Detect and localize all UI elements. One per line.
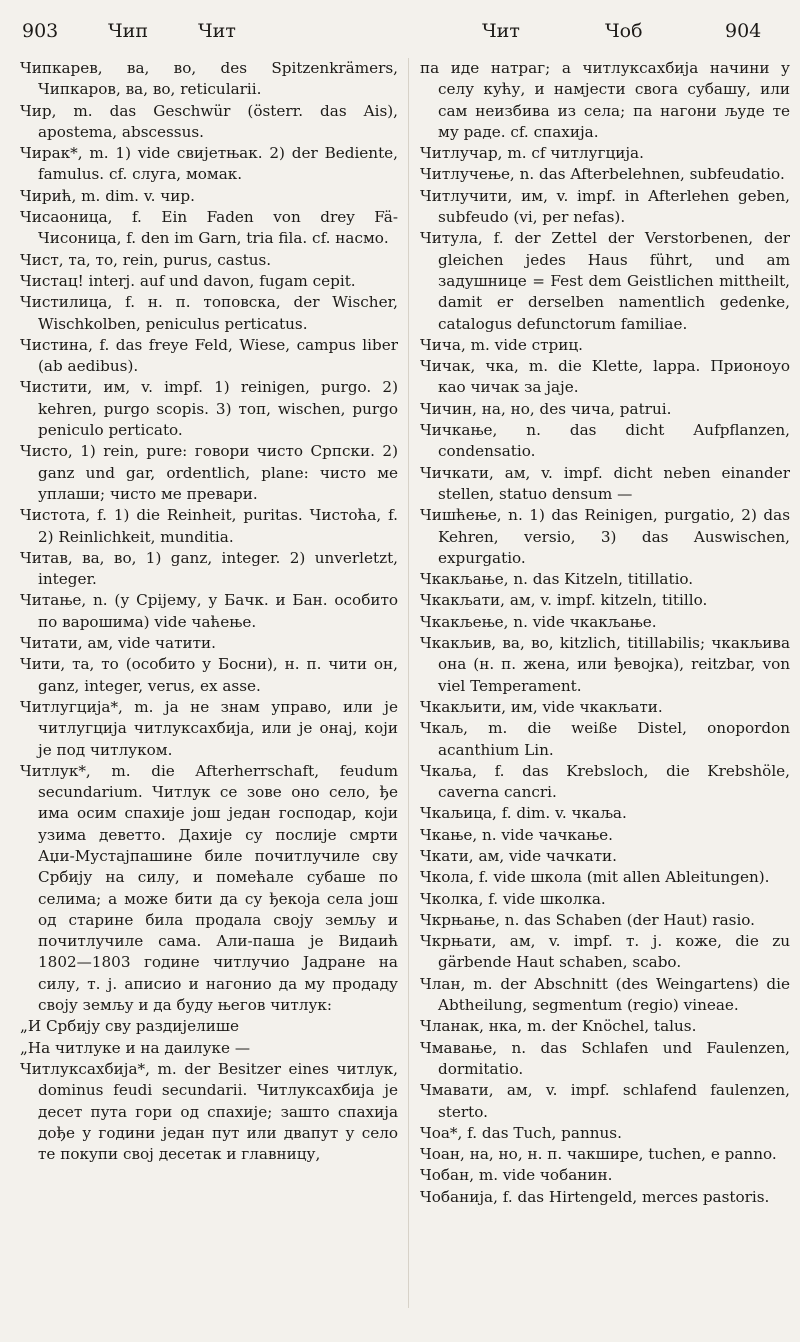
dictionary-entry: Чоан, на, но, н. п. чакшире, tuchen, e panno. (420, 1145, 777, 1164)
dictionary-entry: Чистота, f. 1) die Reinheit, puritas. Чистоћа, f. 2) Reinlichkeit, munditia. (20, 506, 398, 546)
dictionary-entry: Читлугција*, m. ја не знам управо, или је читлугција читлуксахбија, или је онај, који је под читлуком. (20, 697, 398, 759)
dictionary-entry: Чкаљ, m. die weiße Distel, onopordon acanthium Lin. (420, 719, 790, 759)
catchword-right-last: Чоб (605, 20, 643, 42)
dictionary-entry: Читлук*, m. die Afterherrschaft, feudum secundarium. Читлук се зове оно село, ђе има осим спахије још један господар, који узима деветто. Дахије су послије смрти Аџи-Мустајпашине биле почитлучиле сву Србију на силу, и помећале субаше по селима; а може бити да су ђекоја села још од старине била продала своју земљу и почитлучилe сама. Али-паша је Видаић 1802—1803 године читлучио Јадране на силу, т. ј. аписио и нагонио да му продаду своју земљу и да буду његов читлук: (20, 761, 398, 1015)
dictionary-entry: Чкакљити, им, vide чкакљати. (420, 697, 663, 716)
dictionary-entry: Читлучити, им, v. impf. in Afterlehen geben, subfeudo (vi, per nefas). (420, 186, 790, 227)
dictionary-entry: Чкакљање, n. das Kitzeln, titillatio. (420, 570, 694, 589)
dictionary-entry: Читлуксахбија*, m. der Besitzer eines читлук, dominus feudi secundarii. Читлуксахбија је десет пута гори од спахије; зашто спахија дође у години један пут или двапут у село те покупи свој десетак и главницу, (20, 1059, 398, 1164)
dictionary-entry: Чкола, f. vide школа (mit allen Ableitungen). (420, 868, 770, 887)
dictionary-entry: Чича, m. vide стриц. (420, 335, 583, 354)
dictionary-entry: Чити, та, то (особито у Босни), н. п. чити он, ganz, integer, verus, ex asse. (20, 655, 398, 695)
dictionary-entry: Чкакљив, ва, во, kitzlich, titillabilis; чкакљива она (н. п. жена, или ђевојка), reitzbar, von viel Temperament. (420, 634, 790, 695)
dictionary-entry: Читула, f. der Zettel der Verstorbenen, der gleichen jedes Haus führt, und am задушнице = Fest dem Geistlichen mittheilt, damit er derselben namentlich gedenke, catalogus defunctorum familiae. (420, 229, 790, 333)
dictionary-entry: Чисто, 1) rein, pure: говори чисто Српски. 2) ganz und gar, ordentlich, plane: чисто ме уплаши; чисто ме превари. (20, 442, 398, 503)
dictionary-entry: Чкрњање, n. das Schaben (der Haut) rasio. (420, 910, 756, 929)
dictionary-entry: Члан, m. der Abschnitt (des Weingartens) die Abtheilung, segmentum (regio) vineae. (420, 974, 790, 1015)
dictionary-entry: „И Србију сву раздијелише (20, 1017, 239, 1036)
dictionary-entry: Чобан, m. vide чобанин. (420, 1166, 613, 1185)
dictionary-entry: Чобанија, f. das Hirtengeld, merces pastoris. (420, 1187, 770, 1206)
dictionary-entry: Чкрњати, ам, v. impf. т. ј. коже, die zu gärbende Haut schaben, scabo. (420, 932, 790, 972)
dictionary-entry: Чколка, f. vide школка. (420, 889, 606, 908)
catchword-left-last: Чит (198, 20, 236, 42)
dictionary-entry: Чипкарев, ва, во, des Spitzenkrämers, Чипкаров, ва, во, reticularii. (20, 59, 398, 99)
dictionary-entry: Чичак, чка, m. die Klette, lappa. Прионоуо као чичак за јаје. (420, 357, 790, 397)
dictionary-entry: Чисаоница, f. Ein Faden von drey Fä- Чисоница, f. den im Garn, tria fila. cf. насмо. (20, 208, 398, 248)
dictionary-entry: Чкаљица, f. dim. v. чкаља. (420, 804, 627, 823)
dictionary-entry: Читати, ам, vide чатити. (20, 634, 216, 653)
right-column (420, 58, 790, 1330)
dictionary-entry: Чир, m. das Geschwür (österr. das Ais), apostema, abscessus. (20, 101, 398, 141)
dictionary-entry: Чкати, ам, vide чачкати. (420, 846, 617, 865)
dictionary-entry: Чоа*, f. das Tuch, pannus. (420, 1123, 622, 1142)
dictionary-entry: Чирак*, m. 1) vide свијетњак. 2) der Bediente, famulus. cf. слуга, момак. (20, 144, 398, 184)
catchword-left-first: Чип (108, 20, 149, 42)
page-header (0, 20, 800, 54)
dictionary-entry: Читлучење, n. das Afterbelehnen, subfeudatio. (420, 165, 785, 184)
dictionary-entry: Чланак, нка, m. der Knöchel, talus. (420, 1017, 697, 1036)
dictionary-entry: Чичин, на, но, des чича, patrui. (420, 399, 672, 418)
dictionary-entry: Чичкати, ам, v. impf. dicht neben einander stellen, statuo densum — (420, 463, 790, 503)
left-column (20, 58, 398, 1330)
dictionary-entry: Чистац! interj. auf und davon, fugam cepit. (20, 271, 356, 290)
dictionary-entry: Чичкање, n. das dicht Aufpflanzen, condensatio. (420, 421, 790, 461)
catchword-right-first: Чит (482, 20, 520, 42)
dictionary-entry: Чирић, m. dim. v. чир. (20, 186, 195, 205)
dictionary-entry: Чкање, n. vide чачкање. (420, 825, 613, 844)
dictionary-entry: „На читлуке и на даилуке — (20, 1038, 251, 1057)
dictionary-entry: Чишћење, n. 1) das Reinigen, purgatio, 2) das Kehren, versio, 3) das Auswischen, expurgatio. (420, 506, 790, 567)
dictionary-entry: па иде натраг; а читлуксахбија начини у селу кућу, и намјести свога субашу, или сам неизбива из села; па нагони људе те му раде. cf. спахија. (420, 59, 790, 141)
dictionary-entry: Читлучар, m. cf читлугција. (420, 144, 644, 163)
dictionary-entry: Чист, та, то, rein, purus, castus. (20, 250, 272, 269)
dictionary-entry: Чмавање, n. das Schlafen und Faulenzen, dormitatio. (420, 1038, 790, 1078)
dictionary-entry: Чистилица, f. н. п. топовска, der Wischer, Wischkolben, peniculus perticatus. (20, 293, 398, 333)
dictionary-entry: Читав, ва, во, 1) ganz, integer. 2) unverletzt, integer. (20, 548, 398, 589)
dictionary-entry: Чкаља, f. das Krebsloch, die Krebshöle, caverna cancri. (420, 761, 790, 802)
dictionary-entry: Чкакљење, n. vide чкакљање. (420, 612, 657, 631)
dictionary-entry: Чистити, им, v. impf. 1) reinigen, purgo. 2) kehren, purgo scopis. 3) топ, wischen, purgo peniculo perticato. (20, 378, 398, 440)
page-number-right: 904 (725, 20, 762, 42)
dictionary-entry: Чистина, f. das freye Feld, Wiese, campus liber (ab aedibus). (20, 335, 398, 376)
dictionary-entry: Читање, n. (у Срijему, у Бачк. и Бан. особито по варошима) vide чаћење. (20, 591, 398, 631)
page-number-left: 903 (22, 20, 59, 42)
dictionary-entry: Чкакљати, ам, v. impf. kitzeln, titillo. (420, 591, 708, 610)
dictionary-entry: Чмавати, ам, v. impf. schlafend faulenzen, sterto. (420, 1081, 790, 1121)
column-divider (408, 58, 409, 1308)
